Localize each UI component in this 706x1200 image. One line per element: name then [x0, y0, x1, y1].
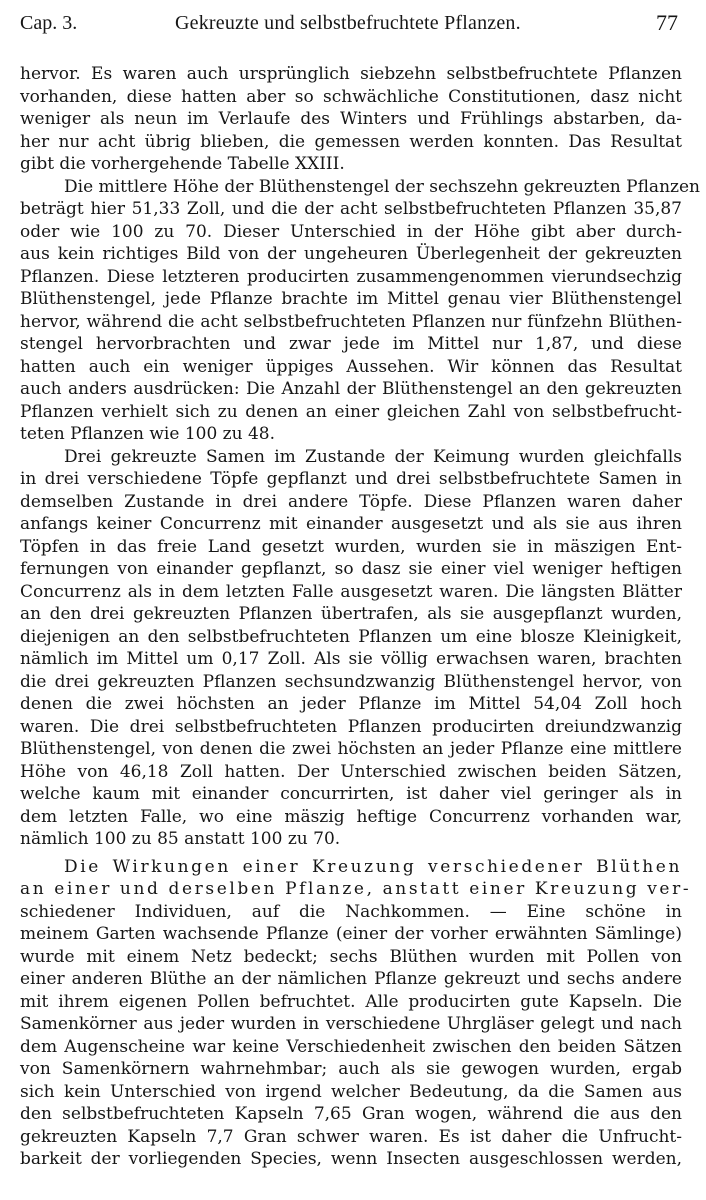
text-line: von Samenkörnern wahrnehmbar; auch als sie gewogen wurden, ergab — [20, 1059, 682, 1079]
text-line: Pflanzen. Diese letzteren producirten zusammengenommen vierundsechzig — [20, 266, 682, 287]
text-line: denen die zwei höchsten an jeder Pflanze im Mittel 54,04 Zoll hoch — [20, 694, 682, 714]
paragraph-three-seeds — [20, 446, 682, 851]
text-line: Die mittlere Höhe der Blüthenstengel der sechszehn gekreuzten Pflanzen — [64, 176, 700, 197]
section-heading-line: an einer und derselben Pflanze, anstatt einer Kreuzung ver- — [20, 879, 692, 899]
text-line: an den drei gekreuzten Pflanzen übertrafen, als sie ausgepflanzt wurden, — [20, 604, 682, 624]
text-line: den selbstbefruchteten Kapseln 7,65 Gran wogen, während die aus den — [20, 1104, 682, 1124]
paragraph-flower-crossing — [20, 856, 692, 1171]
text-line: oder wie 100 zu 70. Dieser Unterschied in der Höhe gibt aber durch- — [20, 221, 682, 242]
text-line: Blüthenstengel, jede Pflanze brachte im Mittel genau vier Blüthenstengel — [20, 289, 682, 309]
text-line: gibt die vorhergehende Tabelle XXIII. — [20, 154, 345, 174]
text-line: sich kein Unterschied von irgend welcher Bedeutung, da die Samen aus — [20, 1081, 682, 1102]
text-line: gekreuzten Kapseln 7,7 Gran schwer waren. Es ist daher die Unfrucht- — [20, 1126, 682, 1147]
body-text — [20, 63, 700, 1171]
text-line: Blüthenstengel, von denen die zwei höchsten an jeder Pflanze eine mittlere — [20, 739, 682, 759]
text-line: dem letzten Falle, wo eine mäszig heftige Concurrenz vorhanden war, — [20, 806, 682, 827]
text-line: barkeit der vorliegenden Species, wenn Insecten ausgeschlossen werden, — [20, 1149, 682, 1169]
text-line: mit ihrem eigenen Pollen befruchtet. Alle producirten gute Kapseln. Die — [20, 991, 682, 1012]
text-line: nämlich 100 zu 85 anstatt 100 zu 70. — [20, 829, 341, 849]
text-line: welche kaum mit einander concurrirten, ist daher viel geringer als in — [20, 784, 682, 804]
text-line: Drei gekreuzte Samen im Zustande der Keimung wurden gleichfalls — [64, 446, 682, 467]
text-line: auch anders ausdrücken: Die Anzahl der Blüthenstengel an den gekreuzten — [20, 379, 682, 399]
text-line: Höhe von 46,18 Zoll hatten. Der Unterschied zwischen beiden Sätzen, — [20, 761, 682, 782]
text-line: die drei gekreuzten Pflanzen sechsundzwanzig Blüthenstengel hervor, von — [20, 671, 682, 692]
text-line: teten Pflanzen wie 100 zu 48. — [20, 424, 276, 444]
text-line: weniger als neun im Verlaufe des Winters und Frühlings abstarben, da- — [20, 109, 682, 129]
text-line: vorhanden, diese hatten aber so schwächliche Constitutionen, dasz nicht — [20, 86, 682, 107]
text-line: einer anderen Blüthe an der nämlichen Pflanze gekreuzt und sechs andere — [20, 969, 682, 989]
paragraph-flower-stem-height — [20, 176, 700, 446]
text-line: diejenigen an den selbstbefruchteten Pflanzen um eine blosze Kleinigkeit, — [20, 626, 682, 647]
text-line: Töpfen in das freie Land gesetzt wurden, wurden sie in mäszigen Ent- — [20, 536, 682, 557]
text-line: dem Augenscheine war keine Verschiedenheit zwischen den beiden Sätzen — [20, 1036, 682, 1057]
text-line: Concurrenz als in dem letzten Falle ausgesetzt waren. Die längsten Blätter — [20, 581, 682, 602]
text-line: beträgt hier 51,33 Zoll, und die der acht selbstbefruchteten Pflanzen 35,87 — [20, 199, 682, 219]
text-line: waren. Die drei selbstbefruchteten Pflanzen producirten dreiundzwanzig — [20, 716, 682, 737]
text-line: aus kein richtiges Bild von der ungeheuren Überlegenheit der gekreuzten — [20, 244, 682, 264]
paragraph-continuation — [20, 63, 682, 176]
text-line: stengel hervorbrachten und zwar jede im Mittel nur 1,87, und diese — [20, 334, 682, 354]
text-line: wurde mit einem Netz bedeckt; sechs Blüthen wurden mit Pollen von — [20, 946, 682, 967]
text-line: nämlich im Mittel um 0,17 Zoll. Als sie völlig erwachsen waren, brachten — [20, 649, 682, 669]
page-number: 77 — [656, 10, 678, 35]
chapter-label: Cap. 3. — [20, 12, 78, 34]
section-heading-line: Die Wirkungen einer Kreuzung verschiedener Blüthen — [64, 856, 682, 877]
running-title: Gekreuzte und selbstbefruchtete Pflanzen. — [175, 12, 521, 34]
text-line: hervor. Es waren auch ursprünglich siebzehn selbstbefruchtete Pflanzen — [20, 64, 682, 84]
text-line: anfangs keiner Concurrenz mit einander ausgesetzt und als sie aus ihren — [20, 514, 682, 534]
text-line: fernungen von einander gepflanzt, so dasz sie einer viel weniger heftigen — [20, 559, 682, 579]
text-line: in drei verschiedene Töpfe gepflanzt und drei selbstbefruchtete Samen in — [20, 469, 682, 489]
text-line: hatten auch ein weniger üppiges Aussehen. Wir können das Resultat — [20, 356, 682, 377]
text-line: her nur acht übrig blieben, die gemessen werden konnten. Das Resultat — [20, 131, 682, 152]
text-line: schiedener Individuen, auf die Nachkommen. — Eine schöne in — [20, 901, 682, 922]
text-line: Samenkörner aus jeder wurden in verschiedene Uhrgläser gelegt und nach — [20, 1014, 682, 1034]
text-line: demselben Zustande in drei andere Töpfe. Diese Pflanzen waren daher — [20, 491, 682, 512]
text-line: meinem Garten wachsende Pflanze (einer der vorher erwähnten Sämlinge) — [20, 924, 682, 944]
text-line: hervor, während die acht selbstbefruchteten Pflanzen nur fünfzehn Blüthen- — [20, 311, 682, 332]
text-line: Pflanzen verhielt sich zu denen an einer gleichen Zahl von selbstbefrucht- — [20, 401, 682, 422]
running-head — [20, 8, 684, 38]
